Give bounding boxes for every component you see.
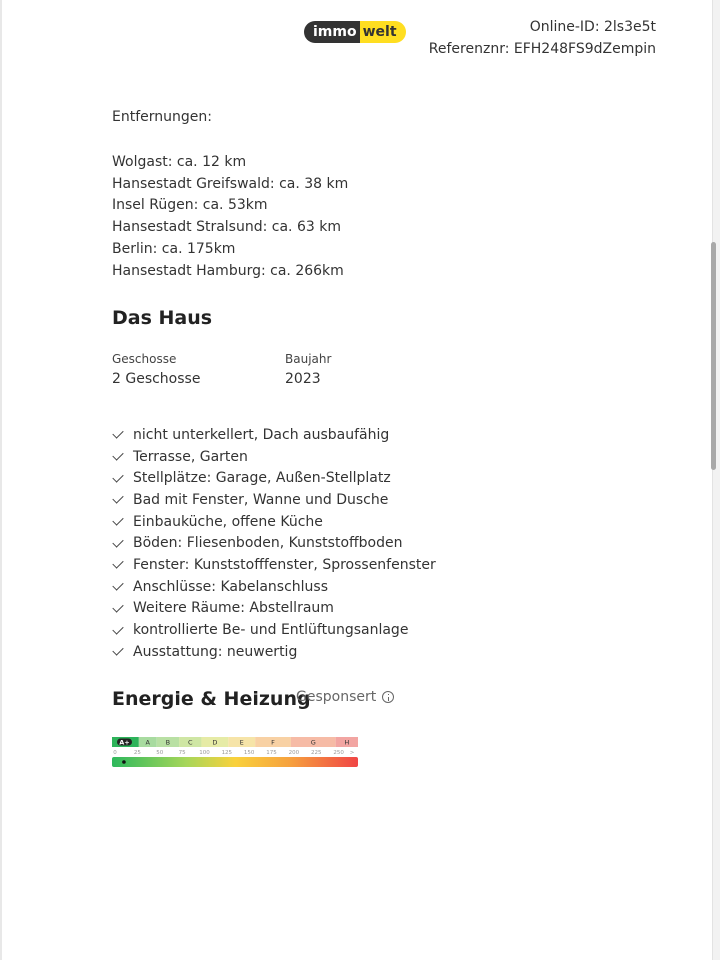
feature-text: Fenster: Kunststofffenster, Sprossenfenster	[133, 556, 436, 573]
feature-item	[112, 532, 436, 554]
energy-tick-label: 100	[199, 750, 210, 756]
energy-scale-svg	[112, 737, 358, 768]
feature-item	[112, 511, 436, 533]
fact-value: 2 Geschosse	[112, 371, 201, 387]
check-icon	[112, 449, 123, 460]
distance-item: Insel Rügen: ca. 53km	[112, 197, 268, 214]
check-icon	[112, 493, 123, 504]
energy-tick-label: 25	[133, 750, 141, 756]
energy-tick-label: 225	[311, 750, 322, 756]
immowelt-logo	[304, 21, 406, 43]
fact-value: 2023	[285, 371, 321, 387]
check-icon	[112, 471, 123, 482]
feature-text: Einbauküche, offene Küche	[133, 513, 323, 530]
feature-text: Weitere Räume: Abstellraum	[133, 600, 334, 617]
feature-text: Ausstattung: neuwertig	[133, 643, 298, 660]
page-left-edge	[0, 0, 2, 960]
check-icon	[112, 601, 123, 612]
feature-item	[112, 489, 436, 511]
energy-tick-label: 250	[333, 750, 344, 756]
feature-text: Bad mit Fenster, Wanne und Dusche	[133, 491, 389, 508]
feature-item	[112, 619, 436, 641]
distance-item: Hansestadt Greifswald: ca. 38 km	[112, 175, 349, 192]
energy-class-label: E	[239, 738, 244, 747]
distance-item: Hansestadt Hamburg: ca. 266km	[112, 262, 344, 279]
energy-tick-label: 175	[266, 750, 277, 756]
scrollbar-thumb[interactable]	[711, 242, 716, 470]
check-icon	[112, 645, 123, 656]
fact-geschosse	[112, 350, 285, 387]
energy-gradient-bar	[112, 757, 358, 767]
listing-meta	[429, 17, 656, 60]
energy-tick-label: 75	[178, 750, 186, 756]
feature-text: Stellplätze: Garage, Außen-Stellplatz	[133, 470, 391, 487]
distance-item: Hansestadt Stralsund: ca. 63 km	[112, 219, 341, 236]
feature-text: Terrasse, Garten	[133, 448, 248, 465]
online-id: Online-ID: 2ls3e5t	[529, 19, 656, 35]
energy-tick-label: 125	[221, 750, 233, 756]
section-title-haus: Das Haus	[112, 307, 213, 329]
feature-item	[112, 576, 436, 598]
logo-part-immo: immo	[304, 21, 360, 43]
referenz-number: Referenznr: EFH248FS9dZempin	[428, 40, 656, 57]
check-icon	[112, 579, 123, 590]
feature-text: Anschlüsse: Kabelanschluss	[133, 578, 329, 595]
energy-efficiency-scale	[112, 737, 358, 768]
feature-item	[112, 554, 436, 576]
energy-class-label: G	[310, 738, 316, 747]
energy-class-label: D	[212, 738, 218, 747]
fact-label: Geschosse	[112, 352, 177, 366]
check-icon	[112, 536, 123, 547]
info-icon[interactable]	[382, 691, 394, 703]
fact-label: Baujahr	[285, 352, 332, 366]
fact-baujahr	[285, 350, 458, 387]
feature-text: Böden: Fliesenboden, Kunststoffboden	[133, 535, 403, 552]
energy-class-label: A+	[119, 738, 130, 747]
sponsored-label[interactable]	[296, 689, 394, 705]
sponsored-text: Gesponsert	[296, 689, 377, 705]
distance-item: Wolgast: ca. 12 km	[112, 154, 247, 170]
section-title-energie: Energie & Heizung	[112, 688, 311, 710]
energy-tick-label: 150	[243, 750, 255, 756]
energy-class-label: H	[344, 738, 350, 747]
energy-class-label: C	[187, 738, 193, 747]
distances-list	[112, 152, 348, 282]
feature-item	[112, 424, 436, 446]
house-facts	[112, 350, 458, 387]
feature-item	[112, 446, 436, 468]
feature-text: kontrollierte Be- und Entlüftungsanlage	[133, 622, 409, 639]
check-icon	[112, 558, 123, 569]
energy-tick-label: 200	[288, 750, 300, 756]
feature-text: nicht unterkellert, Dach ausbaufähig	[133, 426, 390, 443]
feature-item	[112, 641, 436, 663]
check-icon	[112, 623, 123, 634]
distances-heading: Entfernungen:	[112, 109, 212, 125]
energy-tick-label: 50	[156, 750, 164, 756]
feature-item	[112, 598, 436, 620]
energy-tick-label: >	[349, 750, 355, 756]
check-icon	[112, 514, 123, 525]
energy-class-label: A	[145, 738, 151, 747]
logo-part-welt: welt	[360, 21, 406, 43]
energy-class-label: F	[271, 738, 275, 747]
feature-list	[112, 424, 436, 663]
energy-class-label: B	[165, 738, 171, 747]
check-icon	[112, 428, 123, 439]
energy-value-marker	[122, 760, 126, 764]
feature-item	[112, 467, 436, 489]
scrollbar-track[interactable]	[712, 0, 720, 960]
distance-item: Berlin: ca. 175km	[112, 240, 236, 257]
energy-tick-label: 0	[113, 750, 117, 756]
